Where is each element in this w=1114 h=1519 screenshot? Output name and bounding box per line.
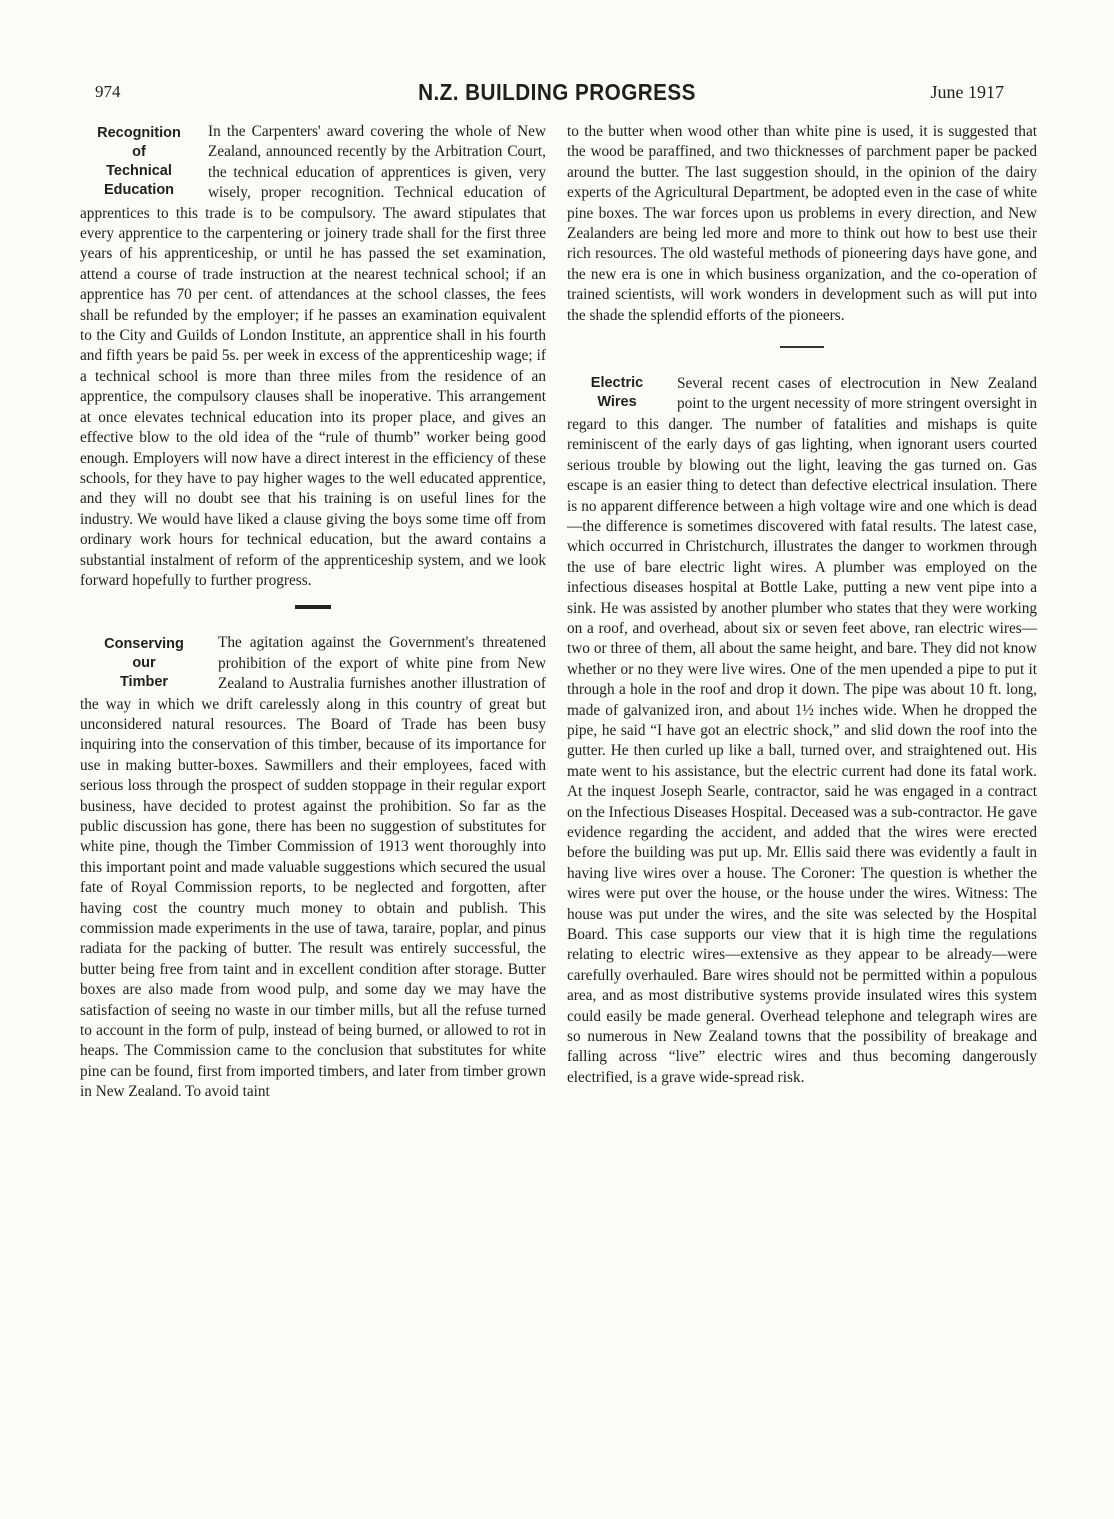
side-heading-conserving-timber: Conserving our Timber [104,636,184,691]
section-divider [295,605,331,609]
article-body: In the Carpenters' award covering the whole of New Zealand, announced recently by the Arbitration Court, the technical education of apprentices is given, very wisely, proper recognition. Technical education of apprentices to this trade is to be compulsory. The award stipulates that every apprentice to the carpentering or joinery trade shall for the first three years of his apprenticeship, or until he has passed the set examination, attend a course of trade instruction at the nearest technical school; if an apprentice has 70 per cent. of attendances at the school classes, the fees shall be refunded by the employer; if he passes an examination equivalent to the City and Guilds of London Institute, an apprentice shall in his fourth and fifth years be paid 5s. per week in excess of the apprenticeship wage; if a technical school is more than three miles from the residence of an apprentice, the compulsory clauses shall be inoperative. This arrangement at once elevates technical education into its proper place, and gives an effective blow to the old idea of the “rule of thumb” worker being good enough. Employers will now have a direct interest in the efficiency of these schools, for they have to pay higher wages to the well educated apprentice, and they will no doubt see that his training is on useful lines for the industry. We would have liked a clause giving the boys some time off from ordinary work hours for technical education, but the award contains a substantial instalment of reform of the apprenticeship system, and we look forward hopefully to further progress. [80,123,546,589]
article-electric-wires [567,374,1037,1088]
right-column [567,122,1037,1088]
issue-date: June 1917 [930,82,1004,102]
article-body: Several recent cases of electrocution in New Zealand point to the urgent necessity of more stringent oversight in regard to this danger. The number of fatalities and mishaps is quite reminiscent of the early days of gas lighting, when ignorant users courted serious trouble by blowing out the light, leaving the gas turned on. Gas escape is an easier thing to detect than defective electrical insulation. There is no apparent difference between a high voltage wire and one which is dead—the difference is sometimes discovered with fatal results. The latest case, which occurred in Christchurch, illustrates the danger to workmen through the use of bare electric light wires. A plumber was employed on the infectious diseases hospital at Bottle Lake, putting a new vent pipe into a sink. He was assisted by another plumber who states that they were working on a roof, and overhead, about six or seven feet above, ran electric wires—two or three of them, all about the same height, and bare. They did not know whether or no they were live wires. One of the men upended a pipe to put it through a hole in the roof and drop it down. The pipe was about 10 ft. long, made of galvanized iron, and about 1½ inches wide. When he dropped the pipe, he said “I have got an electric shock,” and slid down the roof into the gutter. He then curled up like a ball, turned over, and straightened out. His mate went to his assistance, but the electric current had done its fatal work. At the inquest Joseph Searle, contractor, said he was engaged in a contract on the Infectious Diseases Hospital. Deceased was a sub-contractor. He gave evidence regarding the accident, and added that the wires were erected before the building was put up. Mr. Ellis said there was evidently a fault in having live wires over a house. The Coroner: The question is whether the wires were put over the house, or the house under the wires. Witness: The house was put under the wires, and the site was selected by the Hospital Board. This case supports our view that it is high time the regulations relating to electric wires—extensive as they appear to be already—were carefully overhauled. Bare wires should not be permitted within a populous area, and as most distributive systems provide insulated wires this system could easily be made general. Overhead telephone and telegraph wires are so numerous in New Zealand towns that the possibility of breakage and falling across “live” electric wires and thus becoming dangerously electrified, is a grave wide-spread risk. [567,375,1037,1086]
publication-title: N.Z. BUILDING PROGRESS [418,79,696,105]
article-conserving-timber-continued [567,122,1037,326]
article-body-continued: to the butter when wood other than white pine is used, it is suggested that the wood be paraffined, and two thicknesses of parchment paper be packed around the butter. The last suggestion should, in the opinion of the dairy experts of the Agricultural Department, be adopted even in the case of white pine boxes. The war forces upon us problems in every direction, and New Zealanders are being led more and more to think out how to best use their rich resources. The old wasteful methods of pioneering days have gone, and the new era is one in which business organization, and the co-operation of trained scientists, will work wonders in development such as will put into the shade the splendid efforts of the pioneers. [567,123,1037,324]
page-number: 974 [95,82,121,101]
left-column [80,122,546,1103]
section-divider [780,346,824,348]
article-body: The agitation against the Government's threatened prohibition of the export of white pine from New Zealand to Australia furnishes another illustration of the way in which we drift carelessly along in this country of great but unconsidered natural resources. The Board of Trade has been busy inquiring into the conservation of this timber, because of its importance for use in making butter-boxes. Sawmillers and their employees, faced with serious loss through the prospect of sudden stoppage in their regular export business, have decided to protest against the prohibition. So far as the public discussion has gone, there has been no suggestion of substitutes for white pine, though the Timber Commission of 1913 went thoroughly into this important point and made valuable suggestions which secured the usual fate of Royal Commission reports, to be neglected and forgotten, after having cost the country much money to obtain and publish. This commission made experiments in the use of tawa, taraire, poplar, and pinus radiata for the packing of butter. The result was entirely successful, the butter being free from taint and in excellent condition after storage. Butter boxes are also made from wood pulp, and some day we may have the satisfaction of seeing no waste in our timber mills, but all the refuse turned to account in the form of pulp, instead of being burned, or allowed to rot in heaps. The Commission came to the conclusion that substitutes for white pine can be found, first from imported timbers, and later from timber grown in New Zealand. To avoid taint [80,634,546,1101]
article-conserving-timber [80,633,546,1102]
side-heading-electric-wires: Electric Wires [590,375,644,411]
article-technical-education [80,122,546,591]
page-header [0,79,1114,110]
side-heading-technical-education: Recognition of Technical Education [97,125,181,198]
